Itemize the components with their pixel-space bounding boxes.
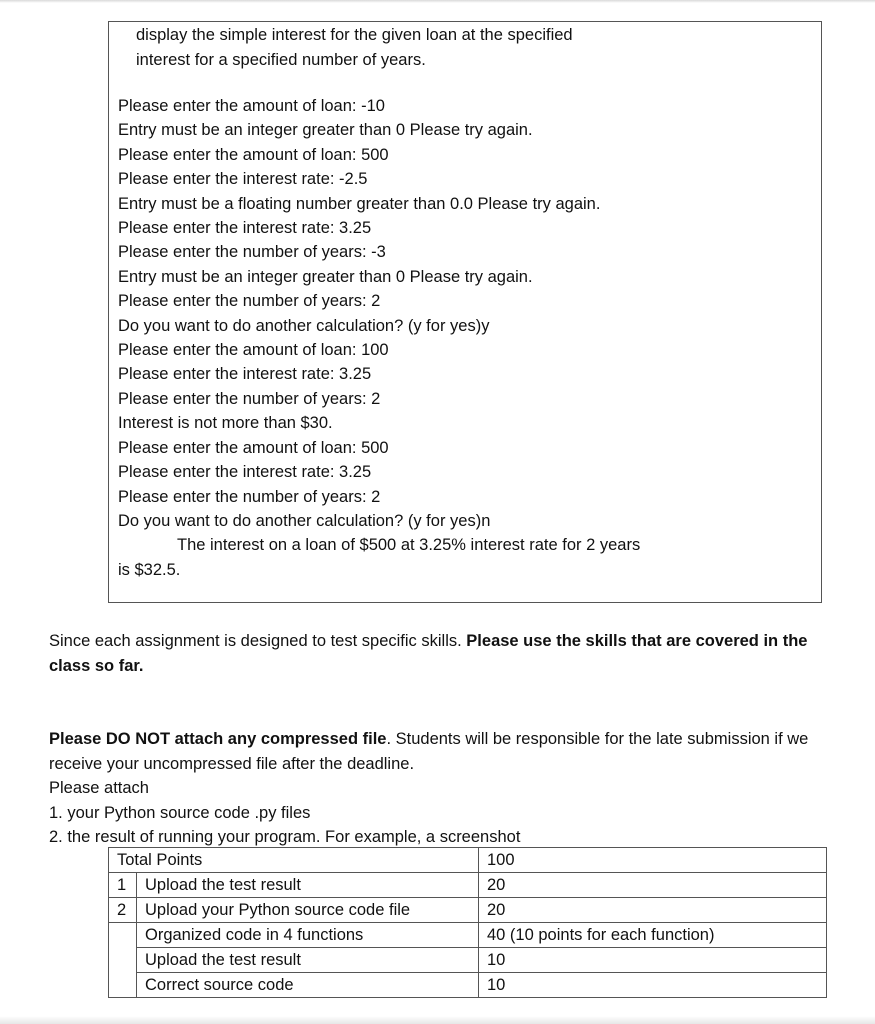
table-row [109,948,827,973]
compression-paragraph [49,727,839,776]
total-points-value: 100 [479,848,827,873]
table-row [109,973,827,998]
skills-text: Since each assignment is designed to test specific skills. [49,632,467,650]
output-line: Please enter the number of years: 2 [118,389,381,408]
row-number [109,973,137,998]
row-points: 20 [479,873,827,898]
row-number: 1 [109,873,137,898]
output-line: Please enter the interest rate: 3.25 [118,365,372,384]
submission-instructions [49,629,839,850]
intro-text [136,23,573,73]
skills-paragraph [49,629,839,678]
compression-bold-text: Please DO NOT attach any compressed file [49,730,387,748]
output-line: Please enter the number of years: 2 [118,487,381,506]
skills-bold-text: Please use the skills that are covered in the class so far. [49,632,808,675]
intro-line: interest for a specified number of years. [136,51,426,69]
result-line: The interest on a loan of $500 at 3.25% interest rate for 2 years [177,536,641,555]
table-row [109,898,827,923]
intro-line: display the simple interest for the given loan at the specified [136,26,573,44]
output-line: Do you want to do another calculation? (y for yes)y [118,316,490,335]
row-description: Organized code in 4 functions [137,923,479,948]
row-number [109,948,137,973]
output-line: Please enter the interest rate: 3.25 [118,463,372,482]
attach-item-1: 1. your Python source code .py files [49,803,311,822]
output-line: Interest is not more than $30. [118,414,333,433]
output-line: Please enter the amount of loan: -10 [118,97,385,115]
output-line: Please enter the number of years: 2 [118,292,381,311]
output-line: Entry must be a floating number greater than 0.0 Please try again. [118,194,601,213]
row-points: 10 [479,973,827,998]
output-line: Please enter the amount of loan: 500 [118,438,389,457]
row-description: Upload the test result [137,873,479,898]
attach-item-2: 2. the result of running your program. For example, a screenshot [49,828,521,846]
program-run-output [118,94,640,582]
output-line: Please enter the interest rate: -2.5 [118,170,368,189]
row-points: 20 [479,898,827,923]
table-row [109,873,827,898]
row-points: 40 (10 points for each function) [479,923,827,948]
row-description: Upload the test result [137,948,479,973]
output-line: Entry must be an integer greater than 0 Please try again. [118,267,533,286]
top-edge [0,0,875,3]
output-line: Please enter the number of years: -3 [118,243,386,262]
bottom-edge [0,1016,875,1024]
result-line: is $32.5. [118,560,181,579]
output-line: Please enter the amount of loan: 100 [118,341,389,360]
output-line: Please enter the amount of loan: 500 [118,145,389,164]
output-line: Do you want to do another calculation? (y for yes)n [118,511,491,530]
table-row-total [109,848,827,873]
points-table [108,847,827,998]
row-description: Correct source code [137,973,479,998]
compression-text: . Students will be responsible for the late submission if we receive your uncompressed file after the deadline. [49,730,809,773]
table-row [109,923,827,948]
row-points: 10 [479,948,827,973]
total-points-label: Total Points [109,848,479,873]
row-number [109,923,137,948]
sample-output-box [108,21,822,603]
output-line: Entry must be an integer greater than 0 Please try again. [118,121,533,140]
row-number: 2 [109,898,137,923]
output-line: Please enter the interest rate: 3.25 [118,219,372,238]
attach-heading: Please attach [49,779,149,797]
row-description: Upload your Python source code file [137,898,479,923]
